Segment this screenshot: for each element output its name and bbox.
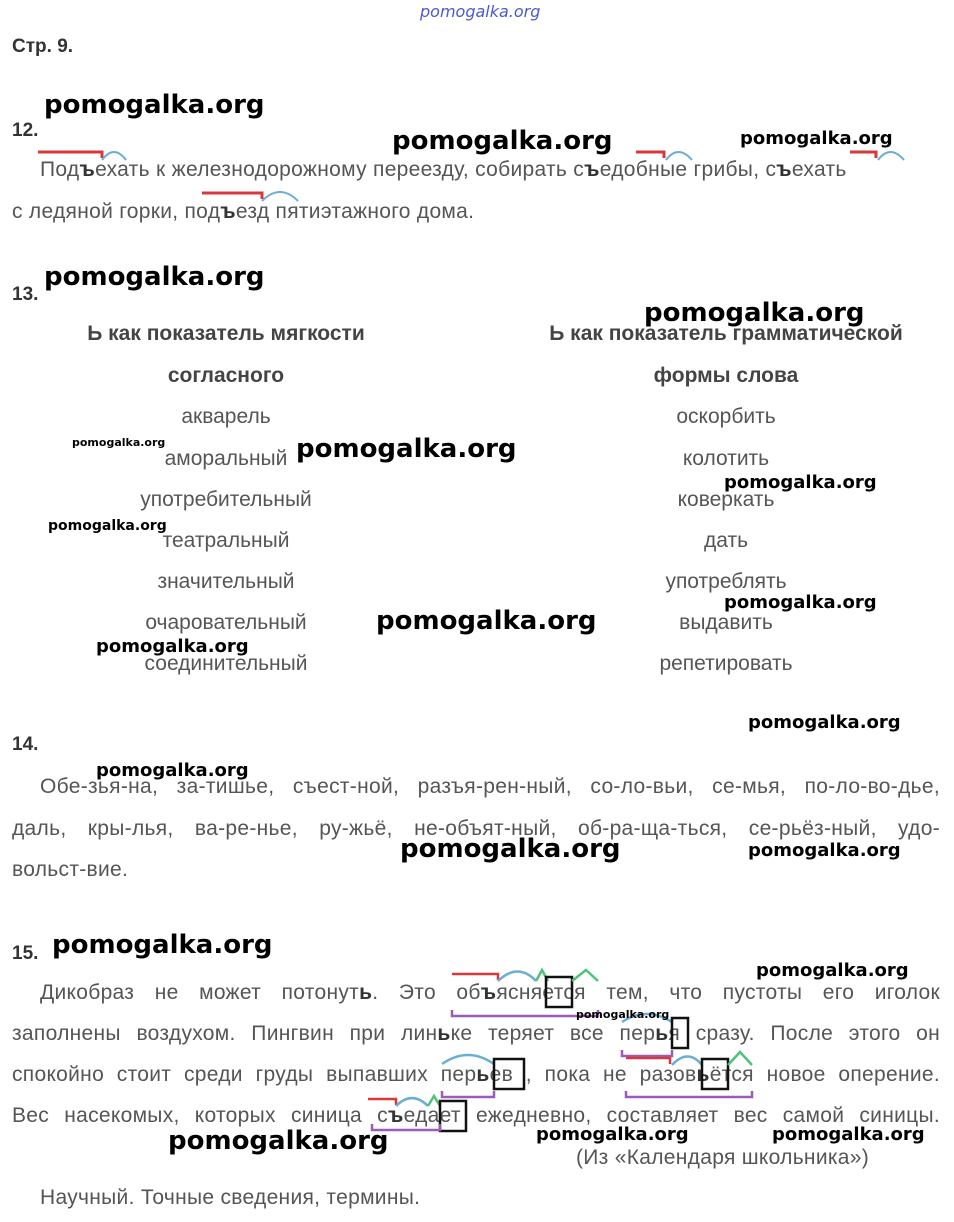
- prefix-mark: [452, 974, 498, 980]
- task-14-line-1: Обе-зья-на, за-тишье, съест-ной, разъя-рен-ный, со-ло-вьи, се-мья, по-ло-во-дье,: [40, 775, 940, 798]
- prefix-mark: [38, 152, 102, 158]
- left-word: театральный: [162, 529, 290, 552]
- root-mark: [878, 152, 904, 160]
- morpheme-mark-group: [368, 970, 752, 1131]
- suffix-mark: [428, 1096, 440, 1106]
- page-label: Стр. 9.: [12, 36, 74, 57]
- right-heading-2: формы слова: [653, 364, 799, 387]
- prefix-mark: [202, 193, 262, 199]
- right-word: репетировать: [659, 652, 793, 675]
- left-word: аморальный: [164, 447, 288, 470]
- watermark: pomogalka.org: [724, 592, 877, 613]
- watermark: pomogalka.org: [392, 126, 613, 156]
- prefix-mark: [368, 1099, 396, 1105]
- watermark: pomogalka.org: [376, 606, 597, 636]
- right-word: коверкать: [677, 488, 775, 511]
- task-15-line-1: Дикобраз не может потонуть. Это объясняется тем, что пустоты его иголок: [40, 981, 941, 1004]
- watermark: pomogalka.org: [724, 472, 877, 493]
- watermark: pomogalka.org: [772, 1124, 925, 1145]
- task-15-number: 15.: [12, 943, 39, 964]
- task-15-line-4: Вес насекомых, которых синица съедает ежедневно, составляет вес самой синицы.: [12, 1104, 940, 1127]
- base-mark: [622, 1050, 672, 1056]
- left-heading-2: согласного: [167, 364, 285, 387]
- suffix-mark: [728, 1052, 752, 1065]
- task-15-answer: Научный. Точные сведения, термины.: [40, 1186, 421, 1209]
- right-word: дать: [703, 529, 749, 552]
- morpheme-mark-group: [38, 152, 904, 201]
- root-mark: [262, 192, 298, 201]
- base-mark: [626, 1091, 752, 1097]
- task-15-line-2: заполнены воздухом. Пингвин при линьке теряет все перья сразу. После этого он: [12, 1022, 940, 1045]
- watermark: pomogalka.org: [44, 262, 265, 292]
- watermark: pomogalka.org: [296, 434, 517, 464]
- left-word: употребительный: [140, 488, 312, 511]
- ending-box: [546, 977, 572, 1007]
- watermark: pomogalka.org: [748, 712, 901, 733]
- task-14-line-2: даль, кры-лья, ва-ре-нье, ру-жьё, не-объят-ный, об-ра-ща-ться, се-рьёз-ный, удо-: [12, 817, 940, 840]
- watermark: pomogalka.org: [168, 1126, 389, 1156]
- ending-box: [672, 1018, 688, 1048]
- base-mark: [442, 1091, 494, 1097]
- ending-box: [440, 1101, 466, 1131]
- watermark: pomogalka.org: [756, 960, 909, 981]
- root-mark: [396, 1098, 428, 1106]
- right-word: оскорбить: [676, 405, 776, 428]
- task-14-number: 14.: [12, 734, 39, 755]
- watermark: pomogalka.org: [72, 436, 166, 449]
- task-12-line-2: с ледяной горки, подъезд пятиэтажного дома.: [12, 200, 475, 223]
- root-mark: [498, 972, 536, 982]
- root-mark: [442, 1055, 494, 1064]
- task-12-number: 12.: [12, 120, 39, 141]
- watermark: pomogalka.org: [48, 518, 167, 534]
- watermark: pomogalka.org: [44, 90, 265, 120]
- prefix-mark: [636, 152, 664, 158]
- root-mark: [672, 1057, 702, 1066]
- prefix-mark: [626, 1058, 670, 1064]
- root-mark: [102, 152, 126, 160]
- watermark: pomogalka.org: [740, 128, 893, 149]
- watermark: pomogalka.org: [400, 834, 621, 864]
- watermark: pomogalka.org: [576, 1008, 670, 1021]
- right-heading-1: Ь как показатель грамматической: [549, 322, 903, 345]
- watermark: pomogalka.org: [96, 760, 249, 781]
- right-word: употреблять: [665, 570, 787, 593]
- root-mark: [666, 152, 692, 160]
- left-word: соединительный: [144, 652, 308, 675]
- left-heading-1: Ь как показатель мягкости: [87, 322, 365, 345]
- watermark: pomogalka.org: [52, 930, 273, 960]
- ending-box: [494, 1059, 524, 1089]
- task-14-line-3: вольст-вие.: [12, 858, 129, 881]
- left-word: акварель: [181, 405, 271, 428]
- left-word: значительный: [157, 570, 295, 593]
- task-12-line-1: Подъехать к железнодорожному переезду, собирать съедобные грибы, съехать: [40, 158, 847, 181]
- left-word: очаровательный: [145, 611, 307, 634]
- task-13-number: 13.: [12, 284, 39, 305]
- watermark: pomogalka.org: [536, 1124, 689, 1145]
- right-word: колотить: [682, 447, 770, 470]
- watermark: pomogalka.org: [644, 298, 865, 328]
- suffix-mark: [572, 970, 598, 981]
- task-15-line-3: спокойно стоит среди груды выпавших перьев , пока не разовьётся новое оперение.: [12, 1063, 941, 1086]
- right-word: выдавить: [679, 611, 773, 634]
- site-header-link[interactable]: pomogalka.org: [420, 2, 541, 21]
- ending-box: [702, 1059, 728, 1089]
- watermark: pomogalka.org: [748, 840, 901, 861]
- prefix-mark: [850, 152, 876, 158]
- watermark: pomogalka.org: [96, 636, 249, 657]
- task-15-source: (Из «Календаря школьника»): [576, 1146, 870, 1169]
